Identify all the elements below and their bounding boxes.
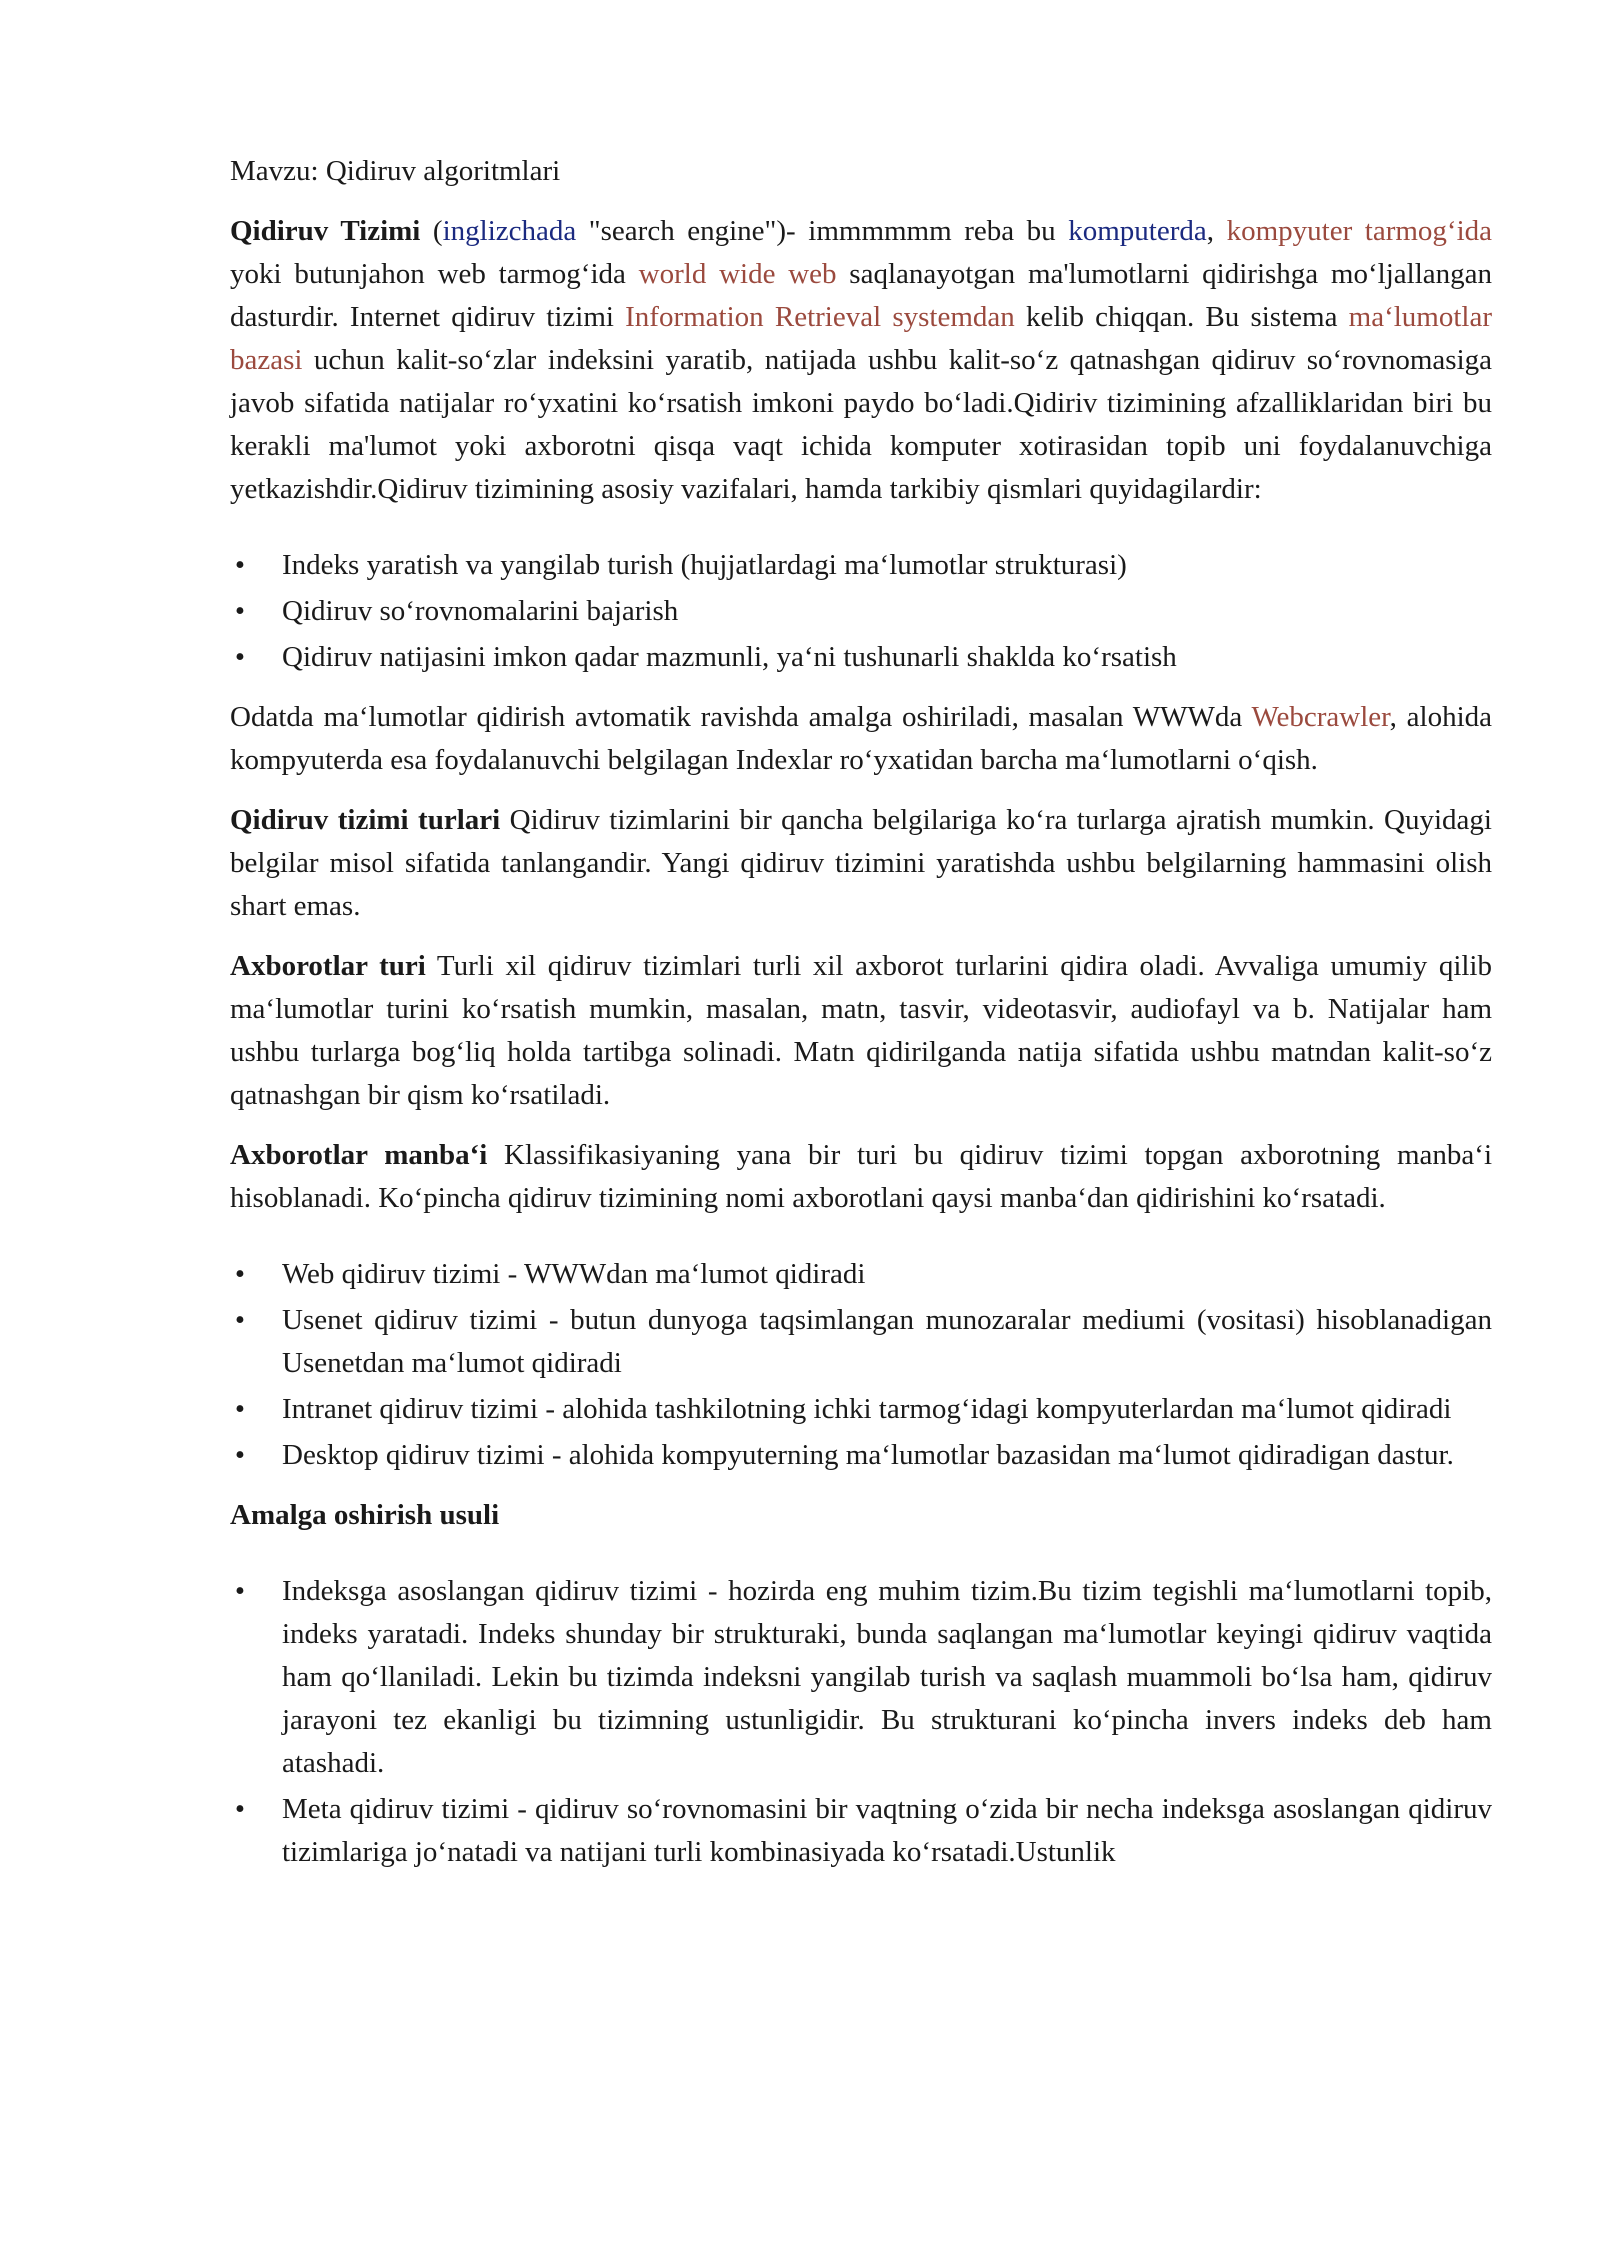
list-item: • Desktop qidiruv tizimi - alohida kompyuterning ma‘lumotlar bazasidan ma‘lumot qidiradigan dastur. — [230, 1434, 1492, 1477]
list-item: • Qidiruv so‘rovnomalarini bajarish — [230, 590, 1492, 633]
list-item: • Usenet qidiruv tizimi - butun dunyoga taqsimlangan munozaralar mediumi (vositasi) hisoblanadigan Usenetdan ma‘lumot qidiradi — [230, 1299, 1492, 1385]
link-world-wide-web[interactable]: world wide web — [638, 258, 837, 290]
list-item: • Indeksga asoslangan qidiruv tizimi - hozirda eng muhim tizim.Bu tizim tegishli ma‘lumotlarni topib, indeks yaratadi. Indeks shunday bir strukturaki, bunda saqlangan ma‘lumotlar keyingi qidiruv vaqtida ham qo‘llaniladi. Lekin bu tizimda indeksni yangilab turish va saqlash muammoli bo‘lsa ham, qidiruv jarayoni tez ekanligi bu tizimning ustunligidir. Bu strukturani ko‘pincha invers indeks deb ham atashadi. — [230, 1570, 1492, 1785]
impl-list — [230, 1570, 1492, 1874]
list-item: • Web qidiruv tizimi - WWWdan ma‘lumot qidiradi — [230, 1253, 1492, 1296]
link-inglizchada[interactable]: inglizchada — [442, 215, 577, 247]
document-title: Mavzu: Qidiruv algoritmlari — [230, 155, 561, 187]
intro-paragraph: Qidiruv Tizimi (inglizchada "search engine")- immmmmm reba bu komputerda, kompyuter tarmog‘ida yoki butunjahon web tarmog‘ida world wide web saqlanayotgan ma'lumotlarni qidirishga mo‘ljallangan dasturdir. Internet qidiruv tizimi Information Retrieval systemdan kelib chiqqan. Bu sistema ma‘lumotlar bazasi uchun kalit-so‘zlar indeksini yaratib, natijada ushbu kalit-so‘z qatnashgan qidiruv so‘rovnomasiga javob sifatida natijalar ro‘yxatini ko‘rsatish imkoni paydo bo‘ladi.Qidiriv tizimining afzalliklaridan biri bu kerakli ma'lumot yoki axborotni qisqa vaqt ichida komputer xotirasidan topib uni foydalanuvchiga yetkazishdir.Qidiruv tizimining asosiy vazifalari, hamda tarkibiy qismlari quyidagilardir: — [230, 215, 1493, 505]
info-source-term: Axborotlar manba‘i — [230, 1139, 488, 1171]
info-source-paragraph: Axborotlar manba‘i Klassifikasiyaning yana bir turi bu qidiruv tizimi topgan axborotning manba‘i hisoblanadi. Ko‘pincha qidiruv tizimining nomi axborotlani qaysi manba‘dan qidirishini ko‘rsatadi. — [230, 1139, 1493, 1214]
bullet-icon: • — [234, 1575, 246, 1607]
list-item: • Indeks yaratish va yangilab turish (hujjatlardagi ma‘lumotlar strukturasi) — [230, 544, 1492, 587]
auto-search-paragraph: Odatda ma‘lumotlar qidirish avtomatik ravishda amalga oshiriladi, masalan WWWda Webcrawler, alohida kompyuterda esa foydalanuvchi belgilagan Indexlar ro‘yxatidan barcha ma‘lumotlarni o‘qish. — [230, 701, 1493, 776]
tasks-list — [230, 544, 1492, 679]
document-page — [230, 150, 1492, 1891]
link-information-retrieval[interactable]: Information Retrieval systemdan — [625, 301, 1015, 333]
bullet-icon: • — [234, 549, 246, 581]
list-item: • Intranet qidiruv tizimi - alohida tashkilotning ichki tarmog‘idagi kompyuterlardan ma‘lumot qidiradi — [230, 1388, 1492, 1431]
bullet-icon: • — [234, 1304, 246, 1336]
bullet-icon: • — [234, 595, 246, 627]
bullet-icon: • — [234, 1258, 246, 1290]
bullet-icon: • — [234, 1439, 246, 1471]
link-kompyuter-tarmogida[interactable]: kompyuter tarmog‘ida — [1226, 215, 1493, 247]
impl-heading: Amalga oshirish usuli — [230, 1499, 500, 1531]
bullet-icon: • — [234, 641, 246, 673]
source-list — [230, 1253, 1492, 1477]
list-item: • Meta qidiruv tizimi - qidiruv so‘rovnomasini bir vaqtning o‘zida bir necha indeksga asoslangan qidiruv tizimlariga jo‘natadi va natijani turli kombinasiyada ko‘rsatadi.Ustunlik — [230, 1788, 1492, 1874]
list-item: • Qidiruv natijasini imkon qadar mazmunli, ya‘ni tushunarli shaklda ko‘rsatish — [230, 636, 1492, 679]
types-term: Qidiruv tizimi turlari — [230, 804, 501, 836]
link-komputerda[interactable]: komputerda — [1068, 215, 1207, 247]
types-paragraph: Qidiruv tizimi turlari Qidiruv tizimlarini bir qancha belgilariga ko‘ra turlarga ajratish mumkin. Quyidagi belgilar misol sifatida tanlangandir. Yangi qidiruv tizimini yaratishda ushbu belgilarning hammasini olish shart emas. — [230, 804, 1492, 922]
info-type-term: Axborotlar turi — [230, 950, 426, 982]
link-malumotlar-bazasi[interactable]: ma‘lumotlar bazasi — [230, 301, 1492, 376]
info-type-paragraph: Axborotlar turi Turli xil qidiruv tizimlari turli xil axborot turlarini qidira oladi. Avvaliga umumiy qilib ma‘lumotlar turini ko‘rsatish mumkin, masalan, matn, tasvir, videotasvir, audiofayl va b. Natijalar ham ushbu turlarga bog‘liq holda tartibga solinadi. Matn qidirilganda natija sifatida ushbu matndan kalit-so‘z qatnashgan bir qism ko‘rsatiladi. — [230, 950, 1492, 1111]
bullet-icon: • — [234, 1793, 246, 1825]
intro-term: Qidiruv Tizimi — [230, 215, 421, 247]
link-webcrawler[interactable]: Webcrawler — [1251, 701, 1390, 733]
bullet-icon: • — [234, 1393, 246, 1425]
